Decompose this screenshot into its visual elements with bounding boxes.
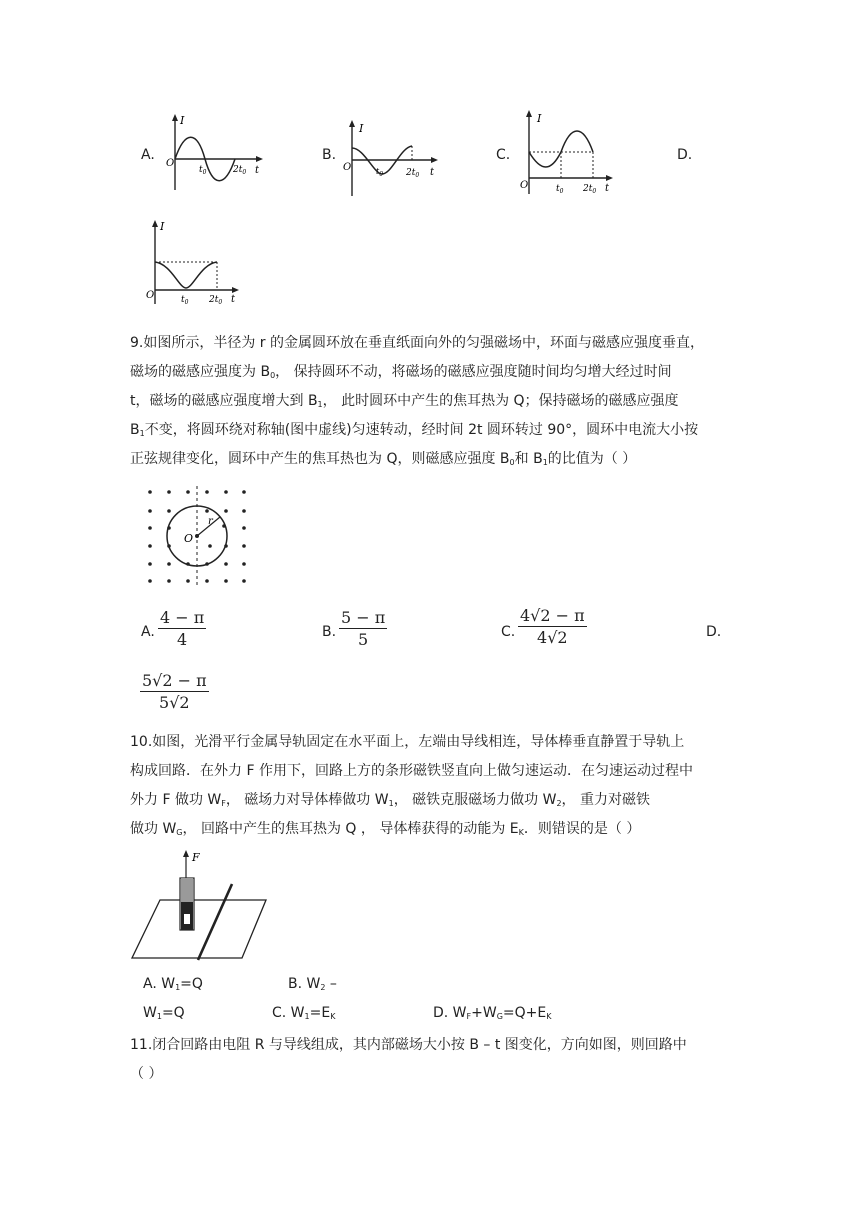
q8-d-origin: O: [146, 290, 155, 301]
q8-d-t0: $t_0$: [181, 295, 189, 306]
q8-d-axis-t: t: [231, 294, 236, 305]
rail-loop: [132, 900, 266, 958]
q10-option-a: A. $W_1=Q$: [143, 976, 203, 992]
q8-c-origin: O: [520, 180, 529, 191]
q8-a-2t0: $2t_0$: [233, 165, 247, 176]
subscript-zero: 0: [559, 188, 564, 195]
conductor-rod: [198, 884, 232, 960]
q8-c-axis-t: t: [605, 183, 610, 194]
q8-d-axis-i: I: [160, 220, 165, 233]
q9-line-3: t，磁场的磁感应强度增大到 $B_1$， 此时圆环中产生的焦耳热为 Q；保持磁场的磁感应强度: [130, 393, 679, 409]
q9-option-b-label: B.: [322, 624, 337, 640]
q11-line-1: 11.闭合回路由电阻 R 与导线组成，其内部磁场大小按 B – t 图变化，方向如图，则回路中: [130, 1037, 687, 1053]
q9-option-c-label: C.: [501, 624, 516, 640]
q8-a-axis-t: t: [255, 165, 260, 176]
q9-ring-figure: [140, 484, 252, 588]
q9-fig-center: O: [184, 532, 194, 545]
q8-option-d-label: D.: [677, 147, 693, 163]
q8-option-b-label: B.: [322, 147, 337, 163]
q10-option-b-continued: $W_1=Q$: [143, 1005, 185, 1021]
subscript-zero: 0: [592, 188, 597, 195]
q9-line-2: 磁场的磁感应强度为 $B_0$， 保持圆环不动，将磁场的磁感应强度随时间均匀增大经过时间: [130, 364, 672, 380]
q10-line-4: 做功 $W_G$， 回路中产生的焦耳热为 Q ， 导体棒获得的动能为 $E_K$．则错误的是（ ）: [130, 821, 641, 837]
subscript-zero: 0: [202, 169, 207, 176]
q9-option-d-label: D.: [706, 624, 722, 640]
q10-fig-force-label: F: [192, 851, 200, 864]
q8-b-t0: $t_0$: [376, 167, 384, 178]
q8-d-2t0: $2t_0$: [209, 295, 223, 306]
q8-a-origin: O: [166, 158, 175, 169]
q8-b-axis-t: t: [430, 167, 435, 178]
subscript-zero: 0: [379, 171, 384, 178]
q8-a-axis-i: I: [180, 114, 185, 127]
subscript-zero: 0: [218, 299, 223, 306]
q9-fig-radius: r: [208, 516, 213, 527]
q10-magnet-figure: [128, 850, 270, 962]
subscript-zero: 0: [242, 169, 247, 176]
q9-option-c-fraction: $\frac{4√2 - \pi}{4√2}$: [520, 606, 585, 647]
q10-option-b: B. $W_2$ –: [288, 976, 337, 992]
q8-c-t0: $t_0$: [556, 184, 564, 195]
q8-b-2t0: $2t_0$: [406, 168, 420, 179]
subscript-zero: 0: [415, 172, 420, 179]
q9-option-a-label: A.: [141, 624, 155, 640]
q8-option-a-label: A.: [141, 147, 155, 163]
q9-line-4: $B_1$不变，将圆环绕对称轴(图中虚线)匀速转动，经时间 2t 圆环转过 90°，圆环中电流大小按: [130, 422, 699, 438]
q8-a-t0: $t_0$: [199, 165, 207, 176]
q10-option-c: C. $W_1=E_K$: [272, 1005, 336, 1021]
q9-option-b-fraction: $\frac{5 - \pi}{5}$: [341, 608, 386, 649]
q8-option-c-label: C.: [496, 147, 511, 163]
q10-option-d: D. $W_F+W_G=Q+E_K$: [433, 1005, 552, 1021]
q8-b-origin: O: [343, 162, 352, 173]
q9-line-5: 正弦规律变化，圆环中产生的焦耳热也为 Q，则磁感应强度 $B_0$和 $B_1$的比值为（ ）: [130, 451, 637, 467]
q9-option-a-fraction: $\frac{4 - \pi}{4}$: [160, 608, 205, 649]
q8-c-2t0: $2t_0$: [583, 184, 597, 195]
q8-graph-d: [145, 216, 247, 308]
q8-graph-b: [340, 118, 442, 200]
q8-graph-a: [163, 112, 265, 194]
q9-line-1: 9.如图所示，半径为 r 的金属圆环放在垂直纸面向外的匀强磁场中，环面与磁感应强度垂直，: [130, 335, 705, 351]
q10-line-2: 构成回路．在外力 F 作用下，回路上方的条形磁铁竖直向上做匀速运动．在匀速运动过程中: [130, 763, 693, 779]
q9-option-d-fraction: $\frac{5√2 - \pi}{5√2}$: [142, 671, 207, 712]
q10-line-1: 10.如图，光滑平行金属导轨固定在水平面上，左端由导线相连，导体棒垂直静置于导轨上: [130, 734, 685, 750]
q11-line-2: （ ）: [130, 1066, 163, 1082]
q8-b-axis-i: I: [359, 122, 364, 135]
q8-c-axis-i: I: [537, 112, 542, 125]
q10-line-3: 外力 F 做功 $W_F$， 磁场力对导体棒做功 $W_1$， 磁铁克服磁场力做功 $W_2$， 重力对磁铁: [130, 792, 650, 808]
q8-graph-c: [517, 106, 619, 198]
subscript-zero: 0: [184, 299, 189, 306]
